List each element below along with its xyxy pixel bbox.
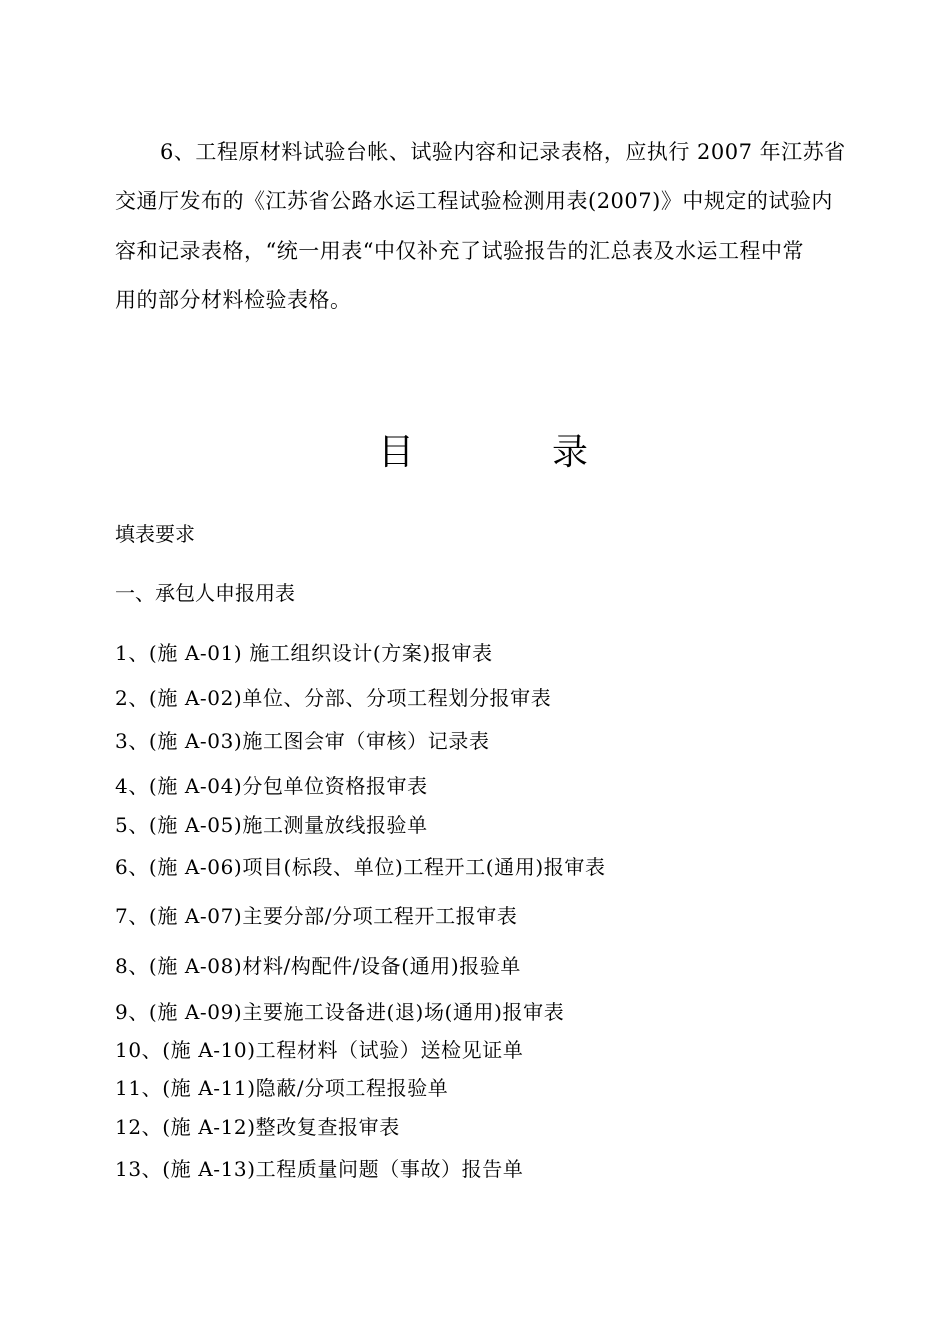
toc-item: 8、(施 A-08)材料/构配件/设备(通用)报验单	[115, 954, 522, 978]
toc-item: 10、(施 A-10)工程材料（试验）送检见证单	[115, 1038, 524, 1062]
toc-item: 11、(施 A-11)隐蔽/分项工程报验单	[115, 1076, 449, 1100]
toc-item: 13、(施 A-13)工程质量问题（事故）报告单	[115, 1157, 524, 1181]
toc-title-char-1: 目	[378, 432, 415, 473]
paragraph-line-1: 6、工程原材料试验台帐、试验内容和记录表格，应执行 2007 年江苏省	[160, 140, 846, 164]
toc-item: 12、(施 A-12)整改复查报审表	[115, 1115, 400, 1139]
toc-item: 6、(施 A-06)项目(标段、单位)工程开工(通用)报审表	[115, 855, 606, 879]
toc-title	[0, 428, 950, 478]
fill-requirements-heading: 填表要求	[115, 522, 195, 546]
toc-item: 5、(施 A-05)施工测量放线报验单	[115, 813, 428, 837]
toc-item: 7、(施 A-07)主要分部/分项工程开工报审表	[115, 904, 518, 928]
section-1-heading: 一、承包人申报用表	[115, 581, 295, 605]
paragraph-line-2: 交通厅发布的《江苏省公路水运工程试验检测用表(2007)》中规定的试验内	[115, 189, 833, 213]
toc-item: 1、(施 A-01) 施工组织设计(方案)报审表	[115, 641, 493, 665]
paragraph-line-4: 用的部分材料检验表格。	[115, 288, 352, 312]
toc-item: 3、(施 A-03)施工图会审（审核）记录表	[115, 729, 490, 753]
toc-title-char-2: 录	[552, 432, 589, 473]
paragraph-line-3: 容和记录表格，“统一用表“中仅补充了试验报告的汇总表及水运工程中常	[115, 239, 804, 263]
toc-item: 9、(施 A-09)主要施工设备进(退)场(通用)报审表	[115, 1000, 565, 1024]
toc-item: 4、(施 A-04)分包单位资格报审表	[115, 774, 428, 798]
toc-item: 2、(施 A-02)单位、分部、分项工程划分报审表	[115, 686, 552, 710]
